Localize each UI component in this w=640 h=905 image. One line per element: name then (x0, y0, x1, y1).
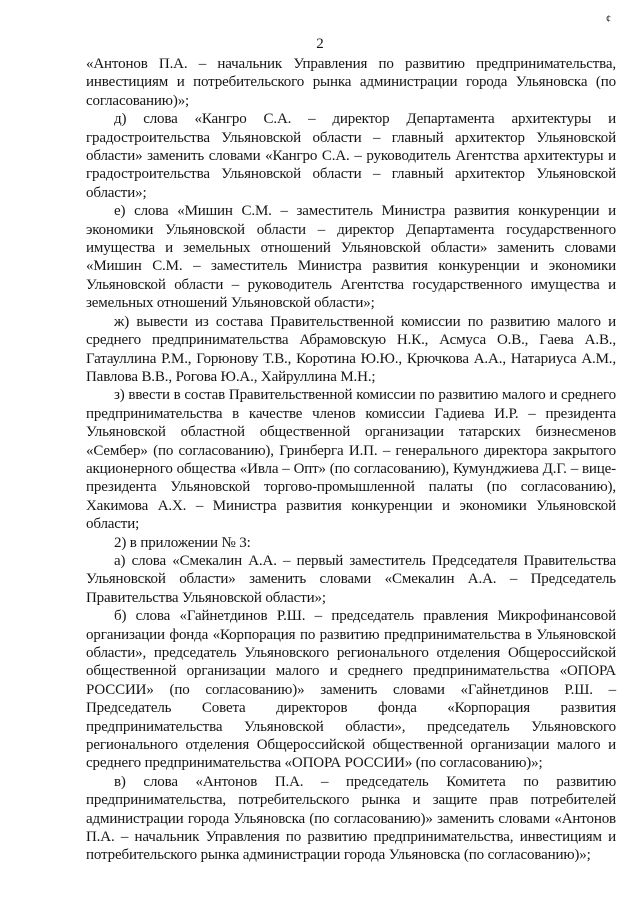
paragraph: «Антонов П.А. – начальник Управления по развитию предпринимательства, инвестициям и потребительского рынка администрации города Ульяновска (по согласованию)»; (86, 56, 616, 109)
paragraph: а) слова «Смекалин А.А. – первый заместитель Председателя Правительства Ульяновской области» заменить словами «Смекалин А.А. – Председатель Правительства Ульяновской области»; (86, 552, 616, 606)
paragraph: д) слова «Кангро С.А. – директор Департамента архитектуры и градостроительства Ульяновской области – главный архитектор Ульяновской области» заменить словами «Кангро С.А. – руководитель Агентства архитектуры и градостроительства Ульяновской области – главный архитектор Ульяновской области»; (86, 111, 616, 201)
page-number: 2 (316, 36, 324, 52)
paragraph: в) слова «Антонов П.А. – председатель Комитета по развитию предпринимательства, потребительского рынка и защите прав потребителей администрации города Ульяновска (по согласованию)» заменить словами «Антонов П.А. – начальник Управления по развитию предпринимательства, инвестициям и потребительского рынка администрации города Ульяновска (по согласованию)»; (86, 773, 616, 864)
paragraph: 2) в приложении № 3: (114, 534, 251, 551)
paragraph: ж) вывести из состава Правительственной комиссии по развитию малого и среднего предпринимательства Абрамовскую Н.К., Асмуса О.В., Гаева А.В., Гатауллина Р.М., Горюнову Т.В., Коротина Ю.Ю., Крючкова А.А., Натариуса А.М., Павлова В.В., Рогова Ю.А., Хайруллина М.Н.; (86, 313, 616, 385)
corner-mark: ¢ (606, 14, 611, 25)
paragraph: з) ввести в состав Правительственной комиссии по развитию малого и среднего предпринимательства в качестве членов комиссии Гадиева И.Р. – президента Ульяновской областной общественной организации татарских бизнесменов «Сембер» (по согласованию), Гринберга И.П. – генерального директора закрытого акционерного общества «Ивла – Опт» (по согласованию), Кумунджиева Д.Г. – вице-президента Ульяновской торгово-промышленной палаты (по согласованию), Хакимова А.Х. – Министра развития конкуренции и экономики Ульяновской области; (86, 387, 616, 533)
document-body (86, 55, 616, 865)
paragraph: е) слова «Мишин С.М. – заместитель Министра развития конкуренции и экономики Ульяновской области – директор Департамента государственного имущества и земельных отношений Ульяновской области» заменить словами «Мишин С.М. – заместитель Министра развития конкуренции и экономики Ульяновской области – руководитель Агентства государственного имущества и земельных отношений Ульяновской области»; (86, 203, 616, 312)
paragraph: б) слова «Гайнетдинов Р.Ш. – председатель правления Микрофинансовой организации фонда «Корпорация по развитию предпринимательства в Ульяновской области», председатель Ульяновского регионального отделения Общероссийской общественной организации малого и среднего предпринимательства «ОПОРА РОССИИ» (по согласованию)» заменить словами «Гайнетдинов Р.Ш. – Председатель Совета директоров фонда «Корпорация развития предпринимательства Ульяновской области», председатель Ульяновского регионального отделения Общероссийской общественной организации малого и среднего предпринимательства «ОПОРА РОССИИ» (по согласованию)»; (86, 608, 616, 772)
